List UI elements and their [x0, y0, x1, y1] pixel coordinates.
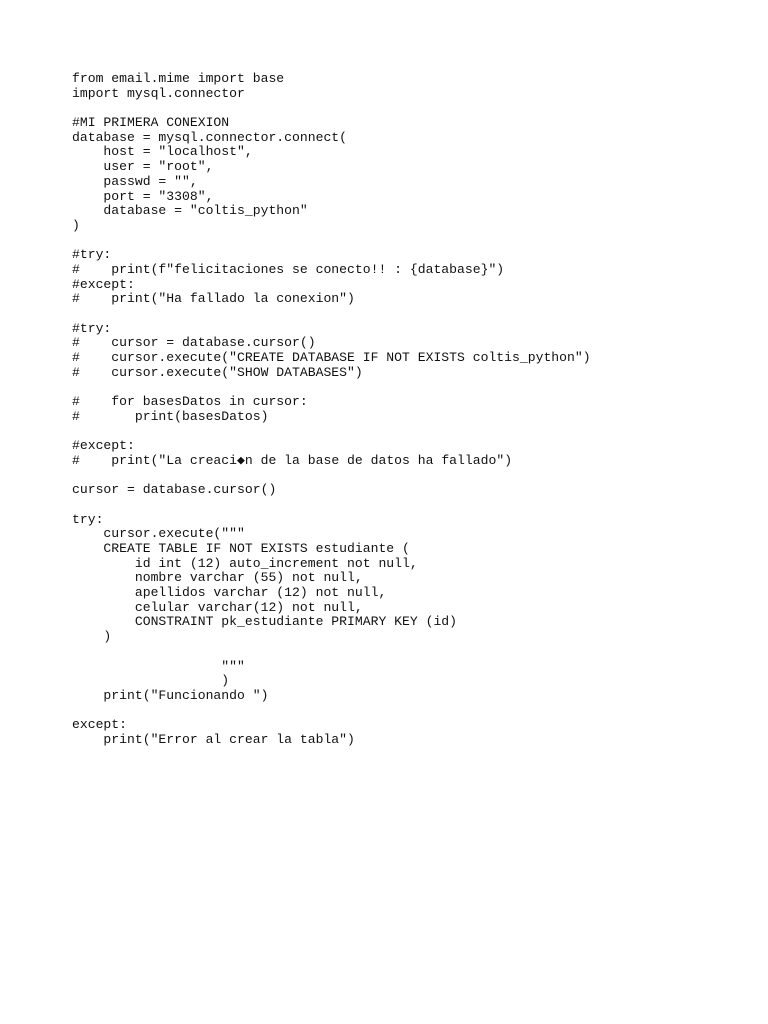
- code-line: import mysql.connector: [72, 85, 245, 101]
- code-line: celular varchar(12) not null,: [72, 599, 363, 615]
- code-line: cursor.execute(""": [72, 526, 245, 542]
- code-line: nombre varchar (55) not null,: [72, 570, 363, 586]
- code-line: #MI PRIMERA CONEXION: [72, 115, 230, 131]
- code-line: # print(basesDatos): [72, 408, 269, 424]
- code-line: [72, 234, 591, 249]
- code-listing: [72, 72, 591, 748]
- code-line: [72, 645, 591, 660]
- code-line: passwd = "",: [72, 173, 198, 189]
- code-line: ): [72, 217, 80, 233]
- code-line: #except:: [72, 438, 135, 454]
- code-line: #try:: [72, 247, 112, 263]
- code-line: # print(f"felicitaciones se conecto!! : {database}"): [72, 261, 505, 277]
- code-line: [72, 469, 591, 484]
- code-line: [72, 704, 591, 719]
- code-line: try:: [72, 511, 104, 527]
- code-line: id int (12) auto_increment not null,: [72, 555, 418, 571]
- code-line: cursor = database.cursor(): [72, 482, 277, 498]
- code-line: [72, 307, 591, 322]
- code-line: # print("Ha fallado la conexion"): [72, 291, 355, 307]
- code-line: user = "root",: [72, 159, 214, 175]
- code-line: ): [72, 629, 112, 645]
- code-line: database = "coltis_python": [72, 203, 308, 219]
- code-line: [72, 425, 591, 440]
- code-line: [72, 101, 591, 116]
- code-line: """: [72, 658, 245, 674]
- code-line: host = "localhost",: [72, 144, 253, 160]
- code-line: [72, 498, 591, 513]
- code-line: #try:: [72, 320, 112, 336]
- code-line: print("Error al crear la tabla"): [72, 731, 355, 747]
- code-line: # print("La creaci◆n de la base de datos ha fallado"): [72, 452, 513, 468]
- code-line: # for basesDatos in cursor:: [72, 394, 308, 410]
- code-line: [72, 380, 591, 395]
- code-line: from email.mime import base: [72, 71, 285, 86]
- code-line: # cursor.execute("CREATE DATABASE IF NOT EXISTS coltis_python"): [72, 350, 591, 366]
- code-line: # cursor = database.cursor(): [72, 335, 316, 351]
- code-line: # cursor.execute("SHOW DATABASES"): [72, 364, 363, 380]
- code-line: except:: [72, 717, 128, 733]
- code-line: ): [72, 673, 230, 689]
- code-line: CREATE TABLE IF NOT EXISTS estudiante (: [72, 541, 410, 556]
- code-line: CONSTRAINT pk_estudiante PRIMARY KEY (id): [72, 614, 458, 630]
- code-line: port = "3308",: [72, 188, 214, 204]
- code-line: #except:: [72, 276, 135, 292]
- code-line: print("Funcionando "): [72, 687, 269, 703]
- code-line: apellidos varchar (12) not null,: [72, 585, 387, 601]
- code-line: database = mysql.connector.connect(: [72, 129, 348, 145]
